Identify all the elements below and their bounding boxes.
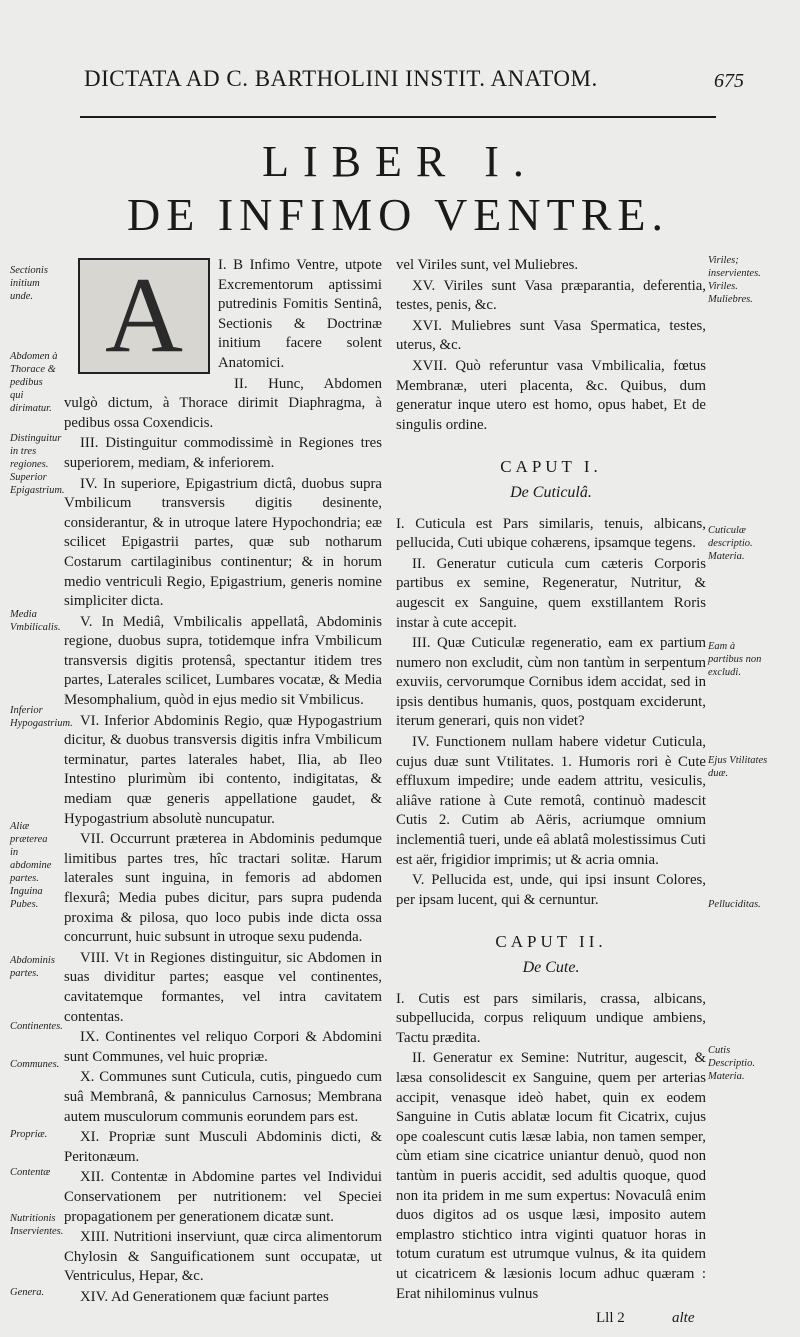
book-subtitle: DE INFIMO VENTRE. xyxy=(127,189,669,240)
paragraph: vel Viriles sunt, vel Muliebres. xyxy=(396,257,579,273)
margin-note: Cutis Descriptio. Materia. xyxy=(708,1045,755,1082)
running-head: DICTATA AD C. BARTHOLINI INSTIT. ANATOM. xyxy=(84,66,598,91)
margin-note: Abdomen à Thorace & pedibus qui dirimatur. xyxy=(10,351,58,414)
margin-note: Contentæ xyxy=(10,1167,51,1178)
margin-note: Continentes. xyxy=(10,1021,63,1032)
paragraph: I. Cuticula est Pars similaris, tenuis, albicans, pellucida, Cuti ubique cohærens, ipsamque tegens. xyxy=(396,515,706,552)
decorated-initial xyxy=(78,258,210,374)
margin-note: Eam à partibus non excludi. xyxy=(708,641,762,678)
paragraph: XIII. Nutritioni inserviunt, quæ circa alimentorum Chylosin & Sanguificationem sunt occupatæ, ut Ventriculus, Hepar, &c. xyxy=(64,1229,382,1285)
paragraph: XII. Contentæ in Abdomine partes vel Individui Conservationem per nutritionem: vel Speciei propagationem per generationem dicatæ sunt. xyxy=(64,1169,382,1225)
chapter-subtitle: De Cute. xyxy=(522,959,580,976)
paragraph: VII. Occurrunt præterea in Abdominis pedumque limitibus partes tres, hîc tractari solitæ. Harum laterales sunt inguina, in femoris ad abdomen flexurâ; Media pubes dicitur, pars supra pudenda proxima & pilosa, quo loco pubis inde dicta ossa concurrunt, huic subsunt in utroque sexu pudenda. xyxy=(64,831,382,946)
paragraph: XIV. Ad Generationem quæ faciunt partes xyxy=(80,1288,329,1305)
margin-note: Media Vmbilicalis. xyxy=(10,609,61,633)
paragraph: IV. In superiore, Epigastrium dictâ, duobus supra Vmbilicum transversis digitis desinente, considerantur, & in utroque latere Hypochondria; eæ scilicet Epigastrii partes, quæ sub notharum Costarum cartilaginibus continentur; & in horum medio ventriculi Regio, Epigastrium, generis nomine simpliciter dicta. xyxy=(64,475,382,610)
paragraph: V. In Mediâ, Vmbilicalis appellatâ, Abdominis regione, duobus supra, totidemque infra Vmbilicum transversis digitis protensâ, spectantur itidem tres partes, Laterales scilicet, Lumbares vocatæ, & Media Mesomphalium, quòd in ejus medio sit Vmbilicus. xyxy=(64,613,382,709)
paragraph: IX. Continentes vel reliquo Corpori & Abdomini sunt Communes, vel huic propriæ. xyxy=(64,1029,382,1065)
header-rule xyxy=(80,116,716,118)
margin-note: Cuticulæ descriptio. Materia. xyxy=(708,525,753,562)
chapter-subtitle: De Cuticulâ. xyxy=(510,483,592,501)
margin-note: Nutritionis Inservientes. xyxy=(10,1213,64,1237)
margin-note: Inferior Hypogastrium. xyxy=(10,705,73,729)
paragraph: XVI. Muliebres sunt Vasa Spermatica, testes, uterus, &c. xyxy=(396,317,706,354)
margin-note: Sectionis initium unde. xyxy=(10,265,48,302)
paragraph: XVII. Quò referuntur vasa Vmbilicalia, fœtus Membranæ, uteri placenta, &c. Quibus, dum generatur inque utero est homo, opus habet, Et de singulis ordine. xyxy=(396,357,706,433)
margin-note: Viriles; inservientes. Viriles. Muliebres. xyxy=(708,255,761,305)
paragraph: III. Distinguitur commodissimè in Regiones tres superiorem, mediam, & inferiorem. xyxy=(64,435,382,471)
paragraph: I. B Infimo Ventre, utpote Excrementorum aptissimi putredinis Fomitis Sentinâ, Sectionis & Doctrinæ initium facere solent Anatomici. xyxy=(218,257,382,371)
margin-note: Communes. xyxy=(10,1059,60,1070)
paragraph: XI. Propriæ sunt Musculi Abdominis dicti, & Peritonæum. xyxy=(64,1129,382,1165)
paragraph: VIII. Vt in Regiones distinguitur, sic Abdomen in suas dividitur partes; easque vel continentes, cavitatemque formantes, vel intra cavitatem contentas. xyxy=(64,949,382,1025)
chapter-heading: CAPUT II. xyxy=(495,932,607,952)
margin-note: Aliæ præterea in abdomine partes. Inguina Pubes. xyxy=(10,821,52,910)
paragraph: III. Quæ Cuticulæ regeneratio, eam ex partium numero non excludit, cùm non tantùm in serpentum exuviis, cervorumque Cornibus idem accidat, sed in ipsis dentibus humanis, quos, postquam exciderunt, iterum generari, quis non videt? xyxy=(396,635,706,730)
left-column xyxy=(64,256,382,1308)
paragraph: IV. Functionem nullam habere videtur Cuticula, cujus duæ sunt Vtilitates. 1. Humoris rori è Cute effluxum impedire; unde eadem attritu, vesiculis, aliâve ratione à Cute remotâ, continuò madescit Cutis 2. Cutim ab Aëris, acriumque omnium inclementiâ tueri, unde eâ ablatâ molestissimus Cuti est aër, frigidior imprimis; ut & acria omnia. xyxy=(396,734,706,868)
initial-letter: A xyxy=(105,256,183,375)
signature-mark: Lll 2 xyxy=(596,1310,625,1326)
paragraph: XV. Viriles sunt Vasa præparantia, deferentia, testes, penis, &c. xyxy=(396,277,706,314)
catchword: alte xyxy=(672,1310,695,1326)
paragraph: X. Communes sunt Cuticula, cutis, pinguedo cum suâ Membranâ, & panniculus Carnosus; Membrana autem musculorum communis eorundem pars est. xyxy=(64,1069,382,1125)
margin-note: Pelluciditas. xyxy=(708,899,761,910)
margin-note: Ejus Vtilitates duæ. xyxy=(708,755,768,779)
paragraph: II. Generatur cuticula cum cæteris Corporis partibus ex semine, Regeneratur, Nutritur, & augescit ex Sanguine, quem exstillantem Roris instar à cute accepit. xyxy=(396,555,706,631)
right-column xyxy=(396,256,706,1305)
chapter-heading: CAPUT I. xyxy=(500,457,602,477)
paragraph: I. Cutis est pars similaris, crassa, albicans, subpellucida, corpus reliquum undique ambiens, Tactu prædita. xyxy=(396,990,706,1046)
page-number: 675 xyxy=(714,70,744,92)
book-title: LIBER I. xyxy=(262,137,538,186)
paragraph: II. Hunc, Abdomen vulgò dictum, à Thorace dirimit Diaphragma, à pedibus ossa Coxendicis. xyxy=(64,375,382,431)
margin-note: Genera. xyxy=(10,1287,45,1298)
paragraph: II. Generatur ex Semine: Nutritur, augescit, & læsa consolidescit ex Sanguine, quem per arterias accipit, venasque ideò habet, quin ex eodem Sanguine in Cutis ablatæ locum fit Cicatrix, cujus ope coalescunt cutis læsæ labia, non tamen semper, cùm etiam sine cicatrice uniantur denuò, quod non tantùm in pueris accidit, sed adultis quoque, quod non ita pridem in me sum expertus: Novaculâ enim duos digitos ad os usque læsi, imposito autem emplastro stichtico intra viginti quatuor horas in totum curatum est utrumque vulnus, & ita quidem ut cicatricem & læsionis locum adhuc quæram : Erat nihilominus vulnus xyxy=(396,1050,706,1302)
margin-note: Abdominis partes. xyxy=(10,955,55,979)
paragraph: V. Pellucida est, unde, qui ipsi insunt Colores, per ipsam lucent, qui & cernuntur. xyxy=(396,872,706,908)
margin-note: Propriæ. xyxy=(10,1129,48,1140)
paragraph: VI. Inferior Abdominis Regio, quæ Hypogastrium dicitur, & duobus transversis digitis infra Vmbilicum terminatur, partes laterales habet, Ilia, ab Ileo Intestino plurimùm ibi contento, indigitatas, & mediam quæ generis appellatione gaudet, & Hypogastrium absolutè nuncupatur. xyxy=(64,712,382,827)
margin-note: Distinguitur in tres regiones. Superior Epigastrium. xyxy=(10,433,65,496)
